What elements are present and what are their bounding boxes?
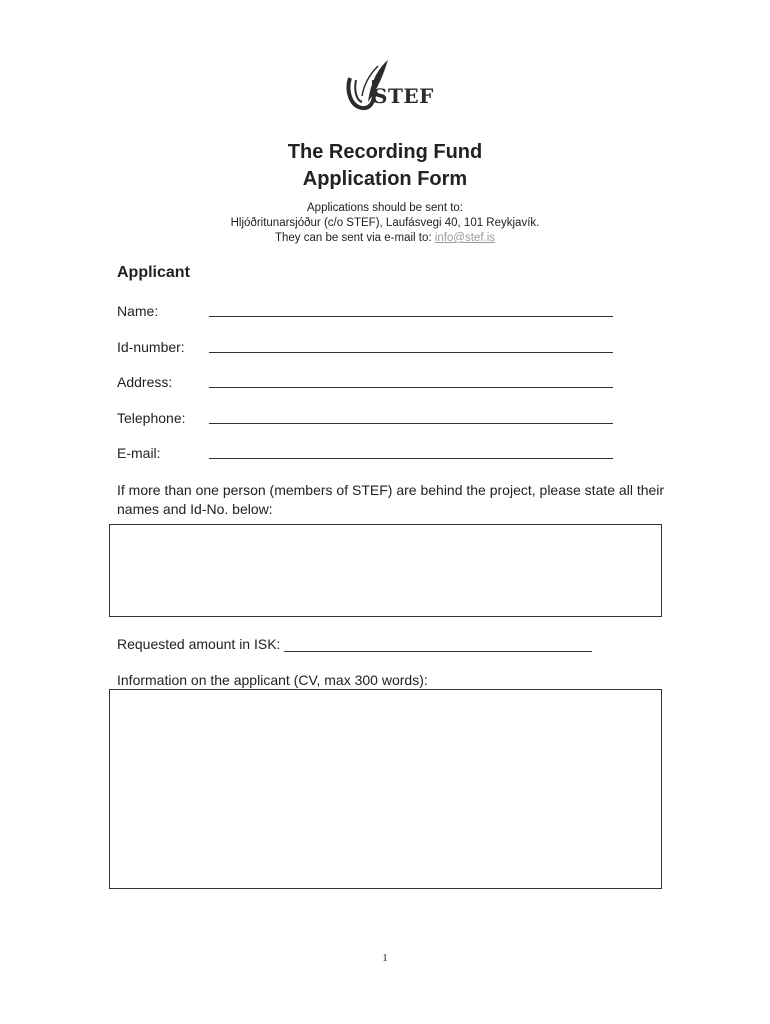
email-prefix-text: They can be sent via e-mail to:: [274, 232, 435, 244]
applicant-heading: Applicant: [117, 264, 190, 281]
id-number-field[interactable]: [209, 352, 613, 353]
email-label: E-mail:: [117, 445, 161, 461]
email-link[interactable]: info@stef.is: [434, 232, 496, 244]
send-to-text: Applications should be sent to:: [307, 202, 463, 214]
email-field[interactable]: [209, 458, 613, 459]
requested-amount-label: Requested amount in ISK:: [117, 636, 281, 652]
address-text: Hljóðritunarsjóður (c/o STEF), Laufásvegi 40, 101 Reykjavík.: [230, 217, 540, 229]
name-field[interactable]: [209, 316, 613, 317]
email-instruction: [0, 232, 770, 244]
members-textarea[interactable]: [109, 524, 662, 617]
applicant-info-textarea[interactable]: [109, 689, 662, 889]
page-subtitle: Application Form: [302, 168, 468, 190]
name-label: Name:: [117, 303, 159, 319]
page-title: The Recording Fund: [287, 141, 483, 163]
telephone-field[interactable]: [209, 423, 613, 424]
id-number-label: Id-number:: [117, 339, 185, 355]
logo-text: STEF: [373, 84, 434, 108]
applicant-info-label: Information on the applicant (CV, max 300 words):: [117, 672, 428, 688]
stef-logo: [340, 56, 450, 112]
telephone-label: Telephone:: [117, 410, 186, 426]
page-number: 1: [382, 952, 388, 964]
requested-amount-field[interactable]: [284, 651, 592, 652]
address-label: Address:: [117, 374, 173, 390]
members-instruction: If more than one person (members of STEF) are behind the project, please state all their names and Id-No. below:: [117, 482, 665, 517]
address-field[interactable]: [209, 387, 613, 388]
